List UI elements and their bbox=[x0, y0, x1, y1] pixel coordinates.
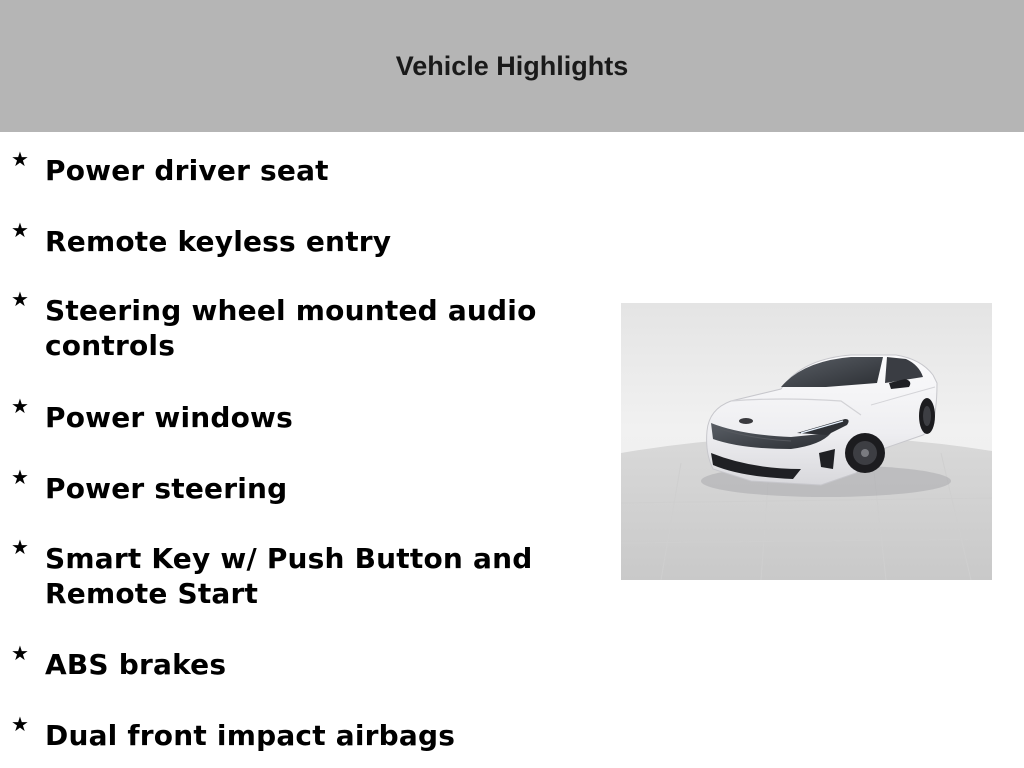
star-icon: ★ bbox=[11, 712, 29, 736]
feature-label: Power steering bbox=[45, 472, 288, 505]
feature-label: Steering wheel mounted audio controls bbox=[45, 294, 537, 362]
star-icon: ★ bbox=[11, 218, 29, 242]
page-title: Vehicle Highlights bbox=[395, 51, 629, 81]
star-icon: ★ bbox=[11, 394, 29, 418]
star-icon: ★ bbox=[11, 641, 29, 665]
car-image bbox=[621, 303, 992, 580]
star-icon: ★ bbox=[11, 287, 29, 311]
feature-label: ABS brakes bbox=[45, 648, 227, 681]
feature-label: Power windows bbox=[45, 401, 293, 434]
star-icon: ★ bbox=[11, 535, 29, 559]
star-icon: ★ bbox=[11, 147, 29, 171]
feature-label: Power driver seat bbox=[45, 154, 329, 187]
vehicle-photo bbox=[621, 303, 992, 580]
feature-label: Remote keyless entry bbox=[45, 225, 392, 258]
star-icon: ★ bbox=[11, 465, 29, 489]
feature-label: Smart Key w/ Push Button and Remote Start bbox=[45, 542, 533, 610]
feature-label: Dual front impact airbags bbox=[45, 719, 456, 752]
